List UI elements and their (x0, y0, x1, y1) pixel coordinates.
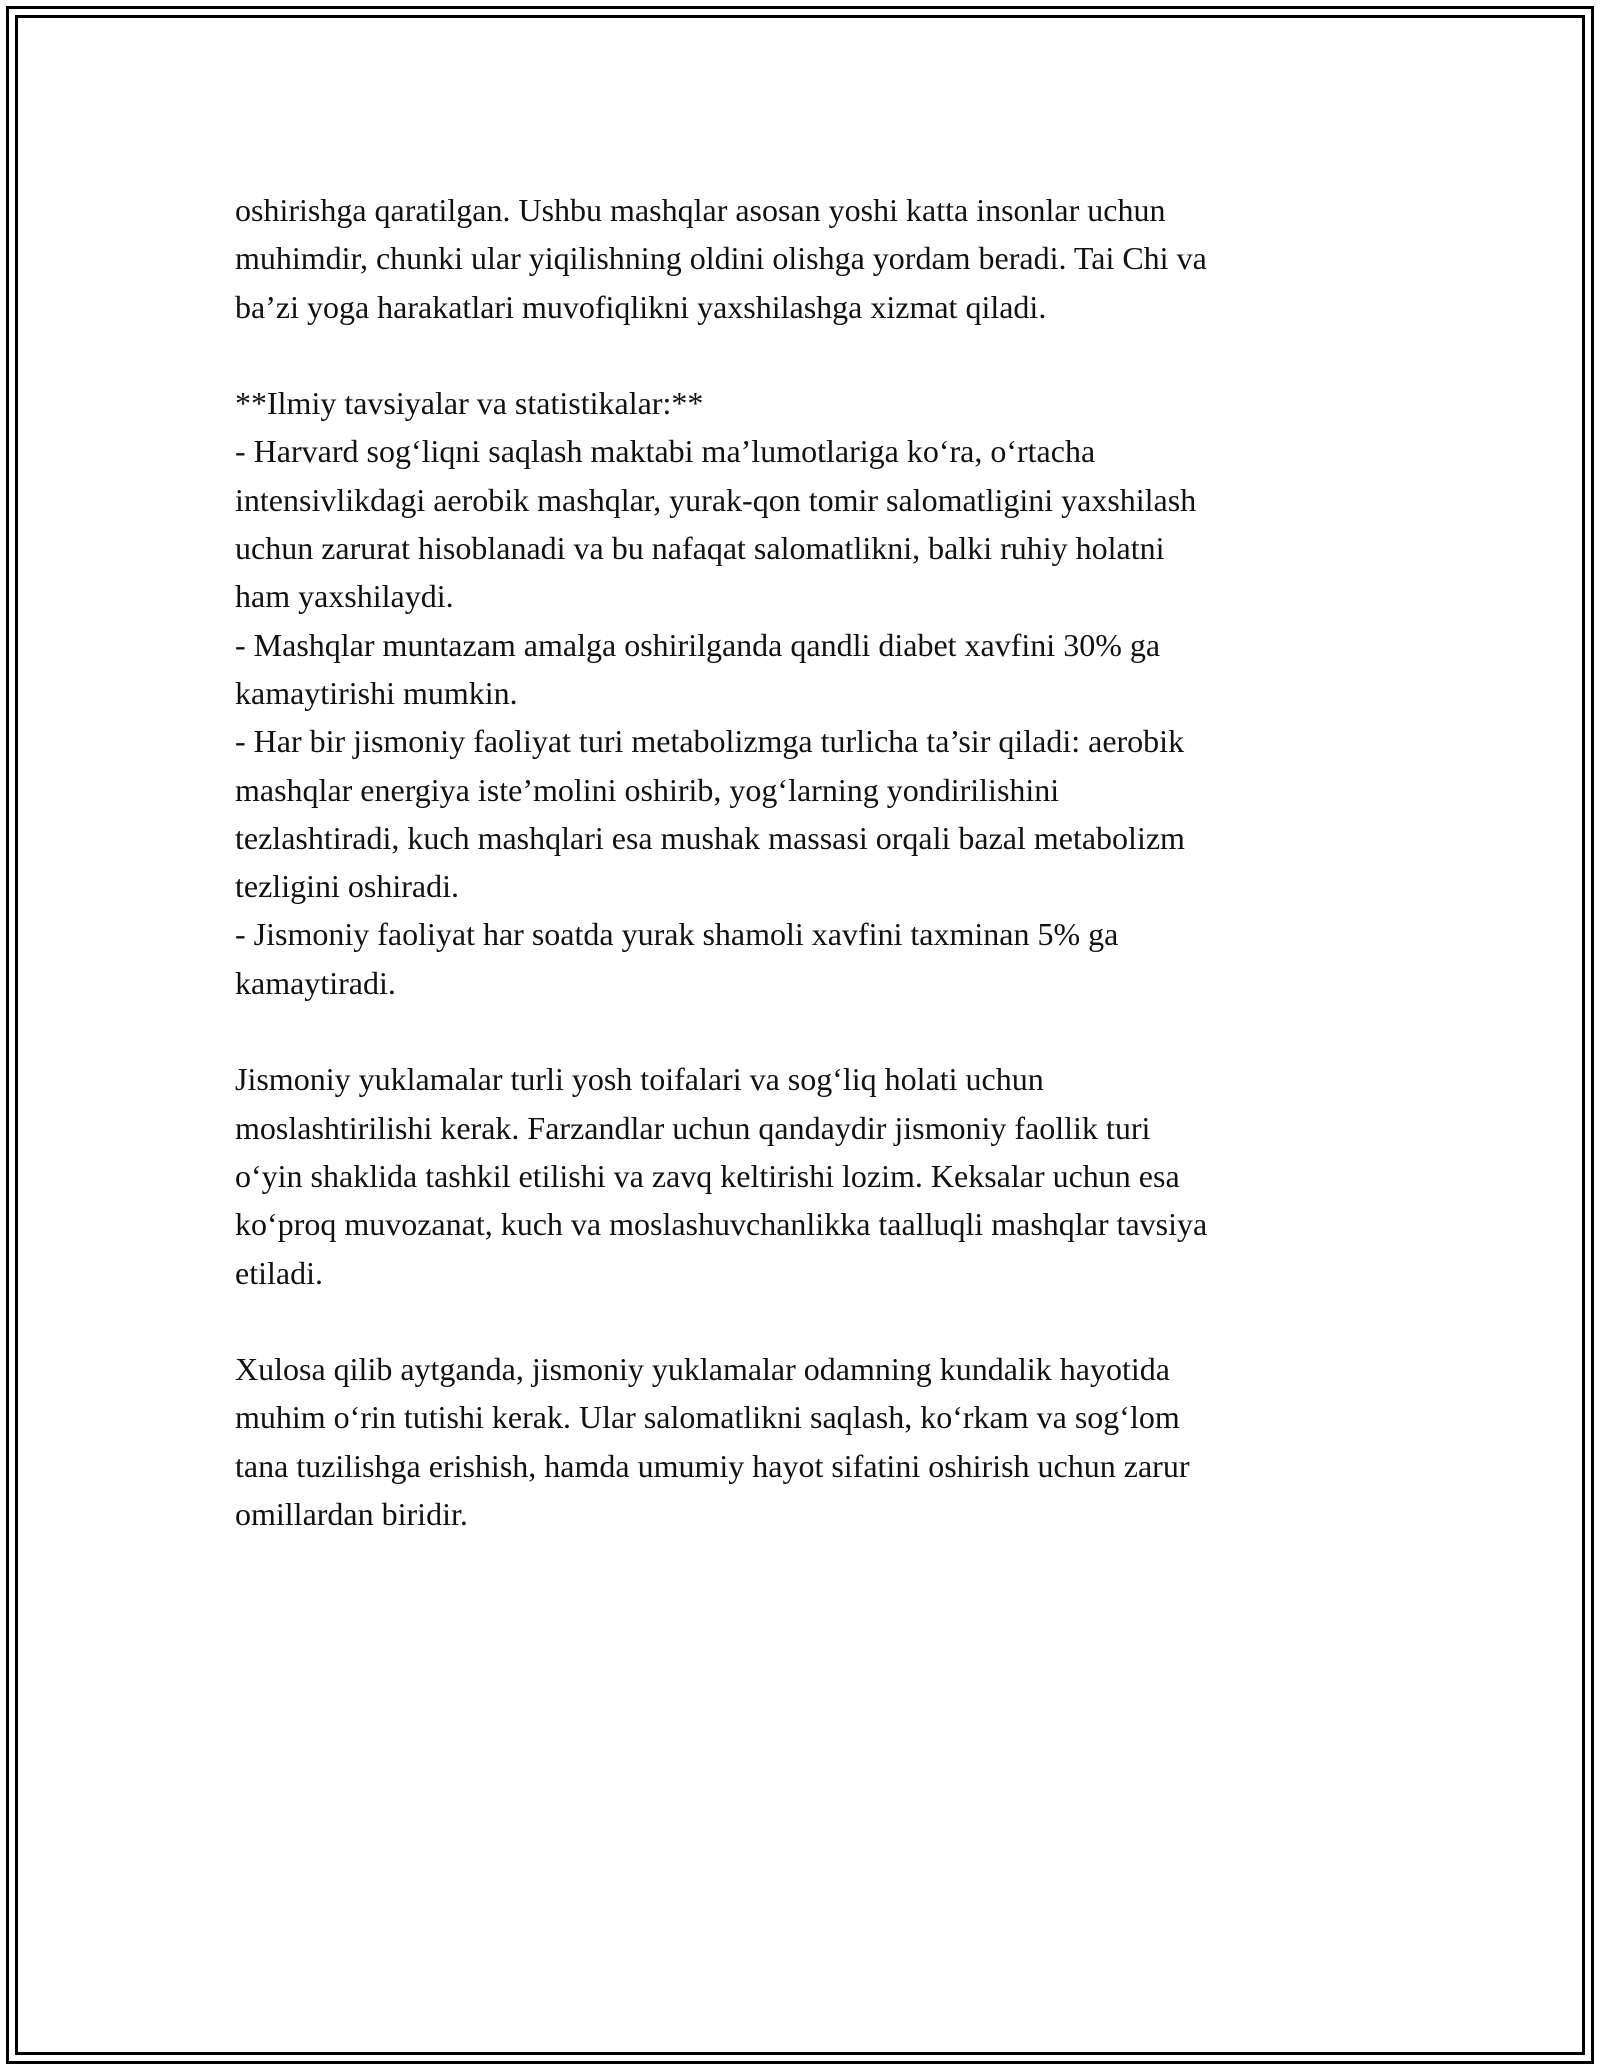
text-line: muhimdir, chunki ular yiqilishning oldini olishga yordam beradi. Tai Chi va (235, 240, 1207, 277)
text-line: muhim o‘rin tutishi kerak. Ular salomatlikni saqlash, ko‘rkam va sog‘lom (235, 1399, 1180, 1436)
list-item-text: ham yaxshilaydi. (235, 578, 454, 615)
list-item-text: - Har bir jismoniy faoliyat turi metabolizmga turlicha ta’sir qiladi: aerobik (235, 723, 1185, 760)
list-item-text: mashqlar energiya iste’molini oshirib, yog‘larning yondirilishini (235, 771, 1060, 808)
text-line: tana tuzilishga erishish, hamda umumiy hayot sifatini oshirish uchun zarur (235, 1447, 1190, 1484)
paragraph-age-groups (235, 1055, 1375, 1296)
list-item-text: - Mashqlar muntazam amalga oshirilganda qandli diabet xavfini 30% ga (235, 626, 1161, 663)
paragraph-conclusion (235, 1345, 1375, 1538)
text-line: o‘yin shaklida tashkil etilishi va zavq keltirishi lozim. Keksalar uchun esa (235, 1157, 1180, 1194)
text-line: etiladi. (235, 1254, 323, 1291)
paragraph-balance-exercises (235, 186, 1375, 331)
text-line: oshirishga qaratilgan. Ushbu mashqlar asosan yoshi katta insonlar uchun (235, 192, 1166, 228)
list-item-text: uchun zarurat hisoblanadi va bu nafaqat salomatlikni, balki ruhiy holatni (235, 530, 1165, 567)
text-line: Jismoniy yuklamalar turli yosh toifalari va sog‘liq holati uchun (235, 1061, 1044, 1098)
text-line: ko‘proq muvozanat, kuch va moslashuvchanlikka taalluqli mashqlar tavsiya (235, 1206, 1208, 1243)
list-item-text: - Jismoniy faoliyat har soatda yurak shamoli xavfini taxminan 5% ga (235, 916, 1119, 953)
list-item-text: tezligini oshiradi. (235, 868, 459, 905)
list-item-text: intensivlikdagi aerobik mashqlar, yurak-qon tomir salomatligini yaxshilash (235, 481, 1197, 518)
section-heading: **Ilmiy tavsiyalar va statistikalar:** (235, 385, 704, 422)
list-item-text: kamaytiradi. (235, 964, 396, 1001)
list-item-text: - Harvard sog‘liqni saqlash maktabi ma’lumotlariga ko‘ra, o‘rtacha (235, 433, 1096, 470)
text-line: moslashtirilishi kerak. Farzandlar uchun qandaydir jismoniy faollik turi (235, 1109, 1151, 1146)
list-item-text: tezlashtiradi, kuch mashqlari esa mushak massasi orqali bazal metabolizm (235, 819, 1185, 856)
list-item-text: kamaytirishi mumkin. (235, 674, 518, 711)
text-line: ba’zi yoga harakatlari muvofiqlikni yaxshilashga xizmat qiladi. (235, 288, 1047, 325)
text-line: omillardan biridir. (235, 1496, 468, 1533)
paragraph-scientific-recommendations (235, 379, 1375, 1007)
document-body (235, 186, 1375, 1587)
text-line: Xulosa qilib aytganda, jismoniy yuklamalar odamning kundalik hayotida (235, 1351, 1170, 1388)
